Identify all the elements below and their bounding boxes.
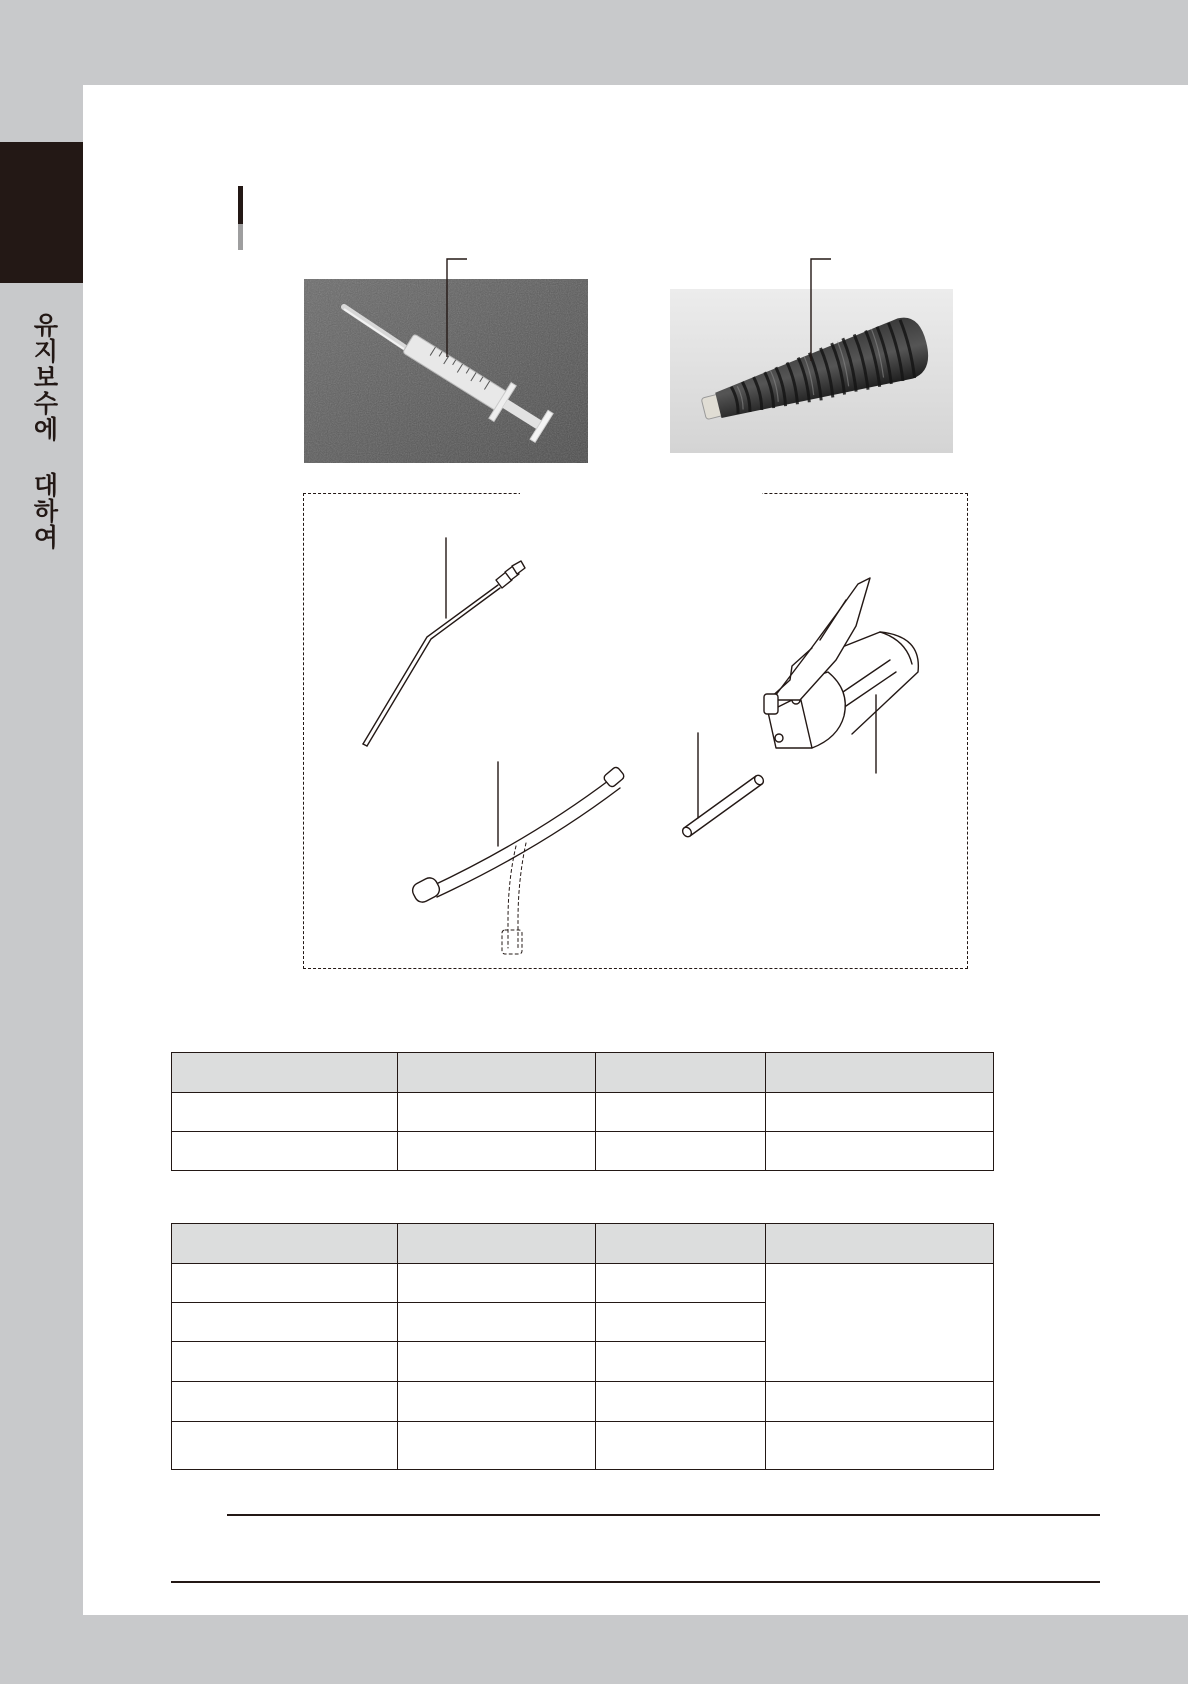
section-tab xyxy=(0,142,83,283)
table-cell xyxy=(398,1093,596,1132)
merged-table-cell xyxy=(766,1264,994,1382)
tool-set-frame-title-gap xyxy=(520,488,762,500)
header-cell xyxy=(766,1053,994,1093)
table-header-row xyxy=(172,1053,994,1093)
table-cell xyxy=(398,1303,596,1342)
table-cell xyxy=(766,1382,994,1422)
table-cell xyxy=(596,1132,766,1171)
table-cell xyxy=(766,1422,994,1470)
table-cell xyxy=(398,1422,596,1470)
header-cell xyxy=(596,1053,766,1093)
header-cell xyxy=(172,1224,398,1264)
table-cell xyxy=(172,1264,398,1303)
spec-table-1 xyxy=(171,1052,994,1171)
table-cell xyxy=(172,1093,398,1132)
header-cell xyxy=(596,1224,766,1264)
table-header-row xyxy=(172,1224,994,1264)
table-cell xyxy=(596,1093,766,1132)
table-cell xyxy=(596,1382,766,1422)
header-cell xyxy=(398,1224,596,1264)
header-cell xyxy=(172,1053,398,1093)
tool-set-frame xyxy=(303,493,968,969)
note-top-rule xyxy=(227,1514,1100,1516)
table-cell xyxy=(398,1264,596,1303)
table-cell xyxy=(596,1303,766,1342)
table-cell xyxy=(172,1382,398,1422)
title-marker xyxy=(238,186,243,250)
table-cell xyxy=(172,1342,398,1382)
table-row xyxy=(172,1422,994,1470)
table-row xyxy=(172,1382,994,1422)
table-row xyxy=(172,1093,994,1132)
section-label: 유지보수에 대하여 xyxy=(30,312,59,550)
boot-callout-line xyxy=(809,258,833,362)
spec-table-2 xyxy=(171,1223,994,1470)
table-cell xyxy=(596,1342,766,1382)
table-cell xyxy=(398,1132,596,1171)
table-cell xyxy=(398,1342,596,1382)
header-cell xyxy=(398,1053,596,1093)
syringe-callout-line xyxy=(445,258,469,358)
header-cell xyxy=(766,1224,994,1264)
table-cell xyxy=(766,1093,994,1132)
table-cell xyxy=(596,1264,766,1303)
table-cell xyxy=(172,1303,398,1342)
table-cell xyxy=(596,1422,766,1470)
table-cell xyxy=(172,1132,398,1171)
table-cell xyxy=(172,1422,398,1470)
table-cell xyxy=(766,1132,994,1171)
table-row xyxy=(172,1264,994,1303)
table-cell xyxy=(398,1382,596,1422)
footer-rule xyxy=(171,1581,1100,1583)
table-row xyxy=(172,1132,994,1171)
